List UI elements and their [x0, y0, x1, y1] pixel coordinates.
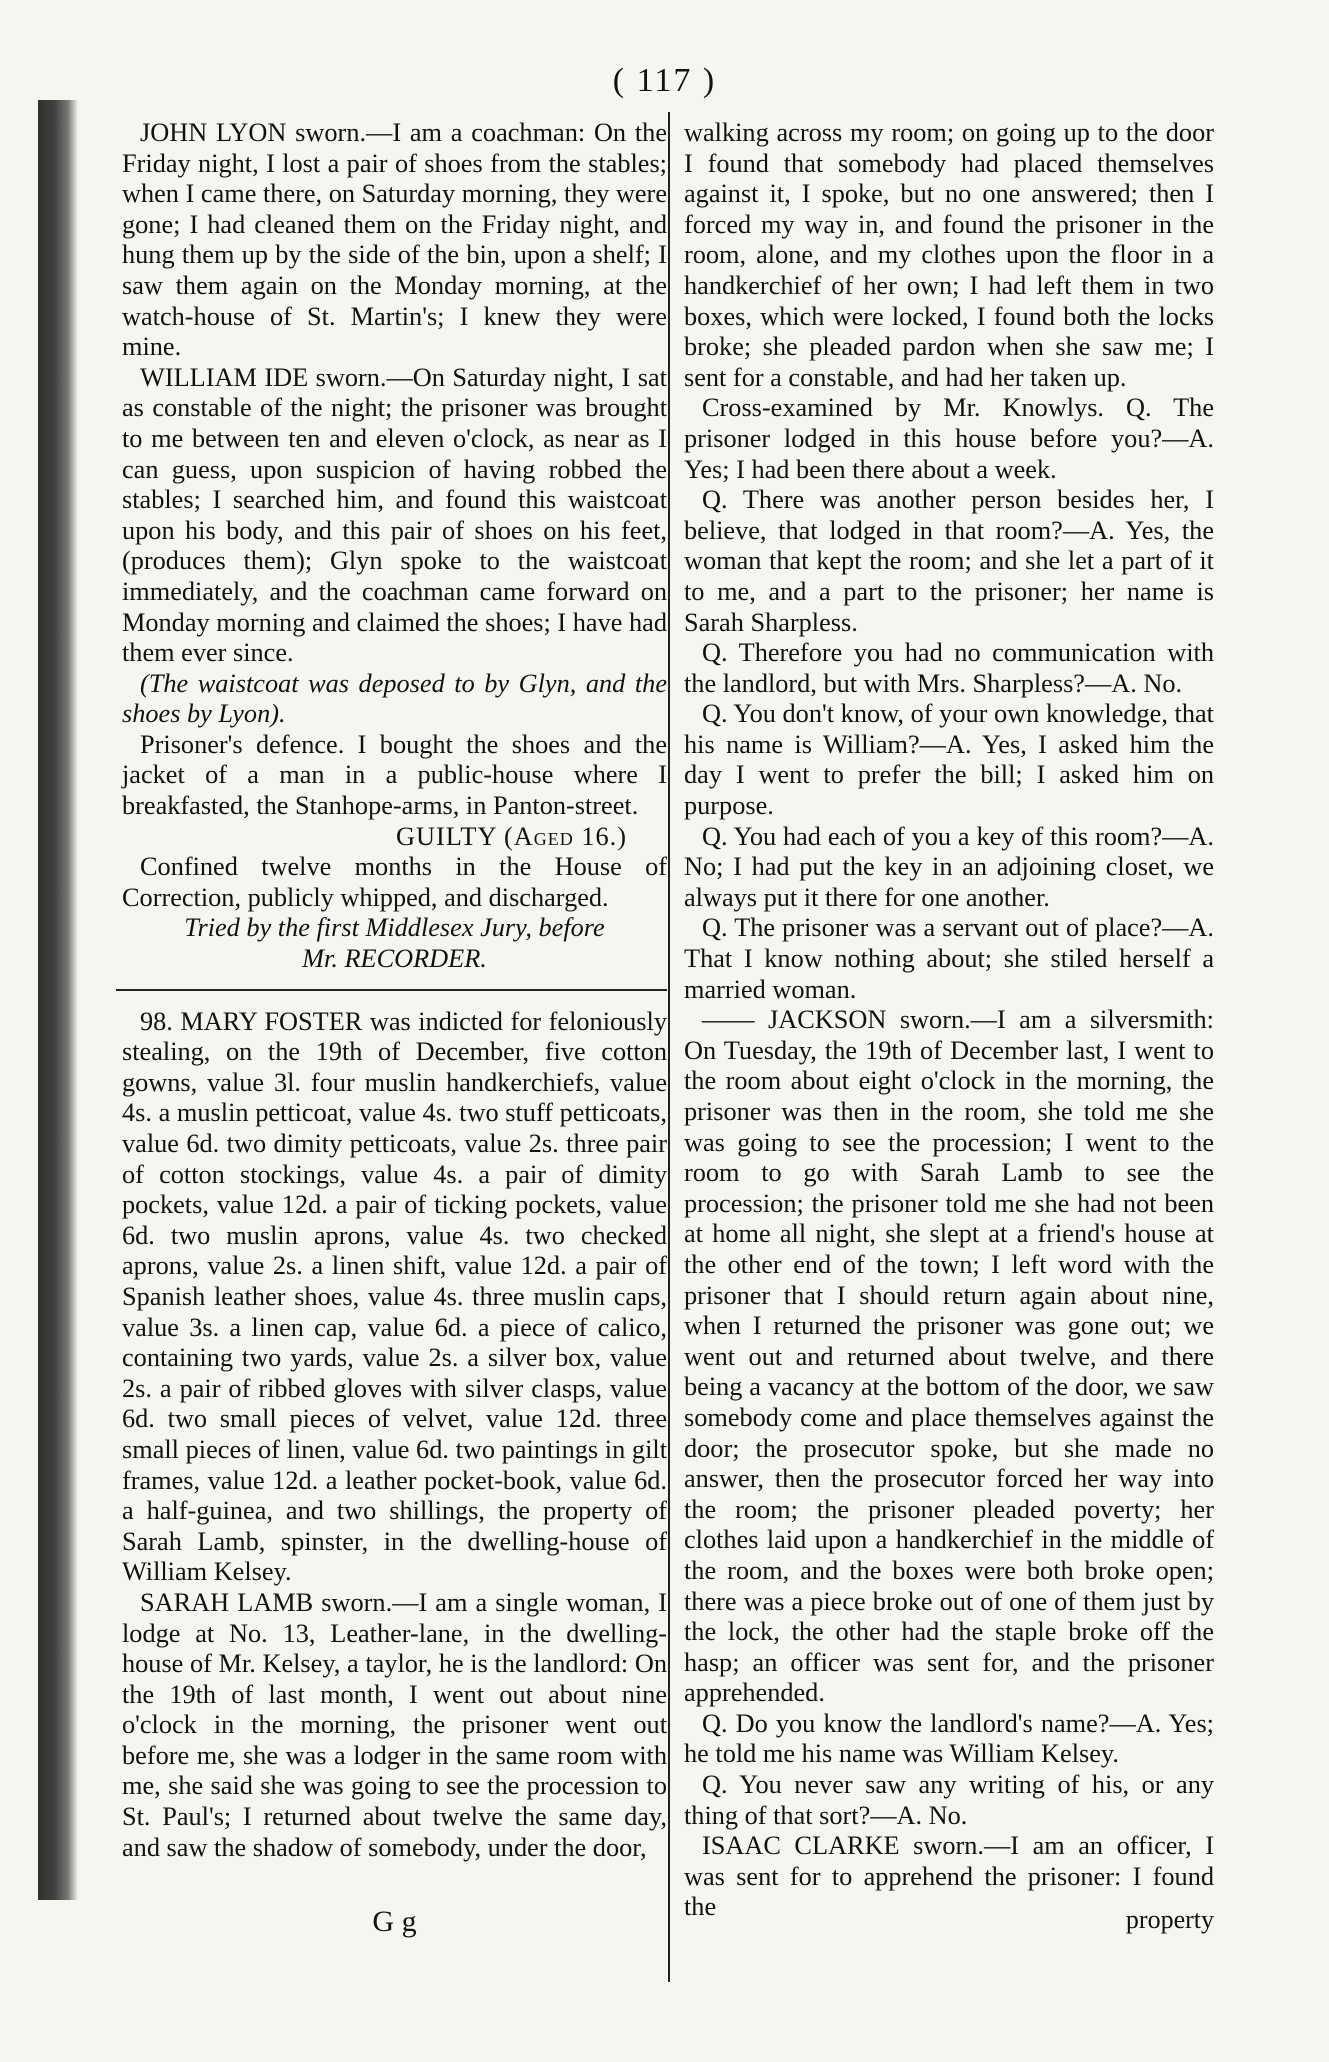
page-number: ( 117 ) — [612, 62, 717, 99]
column-divider — [668, 112, 670, 1982]
question-name-william: Q. You don't know, of your own knowledge, that his name is William?—A. Yes, I asked him the day I went to prefer the bill; I asked him on purpose. — [684, 699, 1214, 821]
deposition-note: (The waistcoat was deposed to by Glyn, and the shoes by Lyon). — [122, 668, 667, 729]
section-rule — [116, 989, 667, 991]
left-column — [122, 118, 667, 1863]
question-communication: Q. Therefore you had no communication with the landlord, but with Mrs. Sharpless?—A. No. — [684, 638, 1214, 698]
testimony-william-ide: WILLIAM IDE sworn.—On Saturday night, I sat as constable of the night; the prisoner was brought to me between ten and eleven o'clock, as near as I can guess, upon suspicion of having robbed the stables; I searched him, and found this waistcoat upon his body, and this pair of shoes on his feet, (produces them); Glyn spoke to the waistcoat immediately, and the coachman came forward on Monday morning and claimed the shoes; I have had them ever since. — [122, 362, 667, 668]
sentence: Confined twelve months in the House of Correction, publicly whipped, and discharged. — [122, 852, 667, 912]
indictment-mary-foster: 98. MARY FOSTER was indicted for feloniously stealing, on the 19th of December, five cotton gowns, value 3l. four muslin handkerchiefs, value 4s. a muslin petticoat, value 4s. two stuff petticoats, value 6d. two dimity petticoats, value 2s. three pair of cotton stockings, value 4s. a pair of dimity pockets, value 12d. a pair of ticking pockets, value 6d. two muslin aprons, value 4s. two checked aprons, value 2s. a linen shift, value 12d. a pair of Spanish leather shoes, value 4s. three muslin caps, value 3s. a linen cap, value 6d. a piece of calico, containing two yards, value 2s. a silver box, value 2s. a pair of ribbed gloves with silver clasps, value 6d. two small pieces of velvet, value 12d. three small pieces of linen, value 6d. two paintings in gilt frames, value 12d. a leather pocket-book, value 6d. a half-guinea, and two shillings, the property of Sarah Lamb, spinster, in the dwelling-house of William Kelsey. — [122, 1006, 667, 1587]
question-writing: Q. You never saw any writing of his, or any thing of that sort?—A. No. — [684, 1770, 1214, 1830]
catchword: property — [1125, 1905, 1214, 1934]
question-landlord-name: Q. Do you know the landlord's name?—A. Yes; he told me his name was William Kelsey. — [684, 1708, 1214, 1769]
testimony-john-lyon: JOHN LYON sworn.—I am a coachman: On the Friday night, I lost a pair of shoes from the stables; when I came there, on Saturday morning, they were gone; I had cleaned them on the Friday night, and hung them up by the side of the bin, upon a shelf; I saw them again on the Monday morning, at the watch-house of St. Martin's; I knew they were mine. — [122, 118, 667, 362]
signature-mark: G g — [372, 1905, 417, 1938]
recorder-line: Mr. RECORDER. — [302, 944, 487, 974]
cross-examination: Cross-examined by Mr. Knowlys. Q. The prisoner lodged in this house before you?—A. Yes; I had been there about a week. — [684, 393, 1214, 484]
right-column — [684, 118, 1214, 1923]
testimony-sarah-lamb-cont: walking across my room; on going up to the door I found that somebody had placed themselves against it, I spoke, but no one answered; then I forced my way in, and found the prisoner in the room, alone, and my clothes upon the floor in a handkerchief of her own; I had left them in two boxes, which were locked, I found both the locks broke; she pleaded pardon when she saw me; I sent for a constable, and had her taken up. — [684, 118, 1214, 392]
question-key: Q. You had each of you a key of this room?—A. No; I had put the key in an adjoining closet, we always put it there for one another. — [684, 821, 1214, 912]
book-spine-shadow — [38, 100, 78, 1900]
testimony-sarah-lamb: SARAH LAMB sworn.—I am a single woman, I lodge at No. 13, Leather-lane, in the dwelling-house of Mr. Kelsey, a taylor, he is the landlord: On the 19th of last month, I went out about nine o'clock in the morning, the prisoner went out before me, she was a lodger in the same room with me, she said she was going to see the procession to St. Paul's; I returned about twelve the same day, and saw the shadow of somebody, under the door, — [122, 1587, 667, 1862]
tried-by-line: Tried by the first Middlesex Jury, before — [184, 913, 605, 943]
testimony-isaac-clarke: ISAAC CLARKE sworn.—I am an officer, I was sent for to apprehend the prisoner: I found the — [684, 1831, 1214, 1922]
question-other-person: Q. There was another person besides her, I believe, that lodged in that room?—A. Yes, the woman that kept the room; and she let a part of it to me, and a part to the prisoner; her name is Sarah Sharpless. — [684, 485, 1214, 637]
verdict: GUILTY (Aged 16.) — [396, 821, 627, 851]
prisoner-defence: Prisoner's defence. I bought the shoes and the jacket of a man in a public-house where I breakfasted, the Stanhope-arms, in Panton-street. — [122, 729, 667, 821]
testimony-jackson: —— JACKSON sworn.—I am a silversmith: On Tuesday, the 19th of December last, I went to the room about eight o'clock in the morning, the prisoner was then in the room, she told me she was going to see the procession; I went to the room to go with Sarah Lamb to see the procession; the prisoner told me she had not been at home all night, she slept at a friend's house at the other end of the town; I left word with the prisoner that I should return again about nine, when I returned the prisoner was gone out; we went out and returned about twelve, and there being a vacancy at the bottom of the door, we saw somebody come and place themselves against the door; the prosecutor spoke, but she made no answer, then the prosecutor forced her way into the room; the prisoner pleaded poverty; her clothes laid upon a handkerchief in the middle of the room, and the boxes were both broke open; there was a piece broke out of one of them just by the lock, the other had the staple broke off the hasp; an officer was sent for, and the prisoner apprehended. — [684, 1005, 1214, 1708]
question-servant: Q. The prisoner was a servant out of place?—A. That I know nothing about; she stiled herself a married woman. — [684, 913, 1214, 1004]
